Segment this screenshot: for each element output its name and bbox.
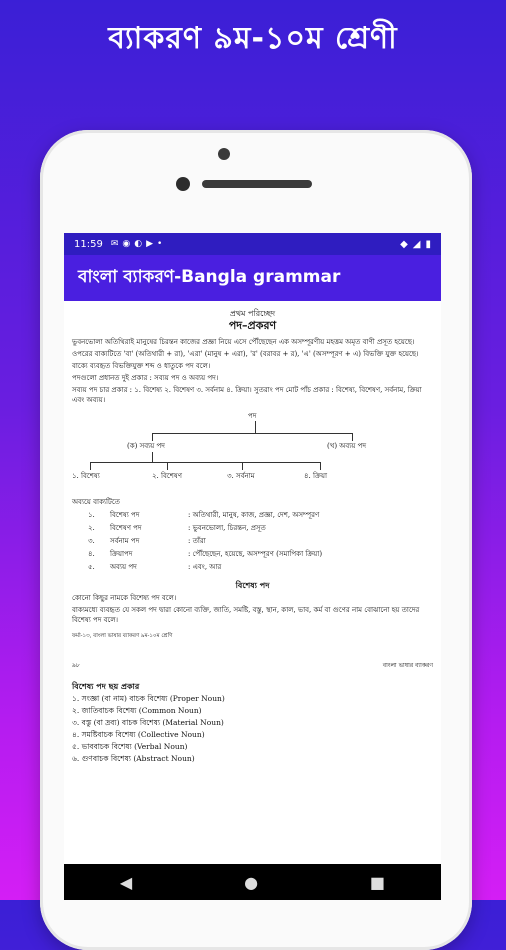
paragraph: ভুবনভোলা অতিথিরাই মানুষের চিরন্তন কাজের প্রজ্ঞা নিয়ে এসে পৌঁছেছেন এক অসম্পূরণীয় মহত্তম অমৃত বাণী প্রসূত হয়েছে।	[72, 338, 415, 346]
paragraph: ওপরের বাক্যটিতে 'বা' (অতিথারী + রা), 'এরা' (মানুষ + এরা), 'র' (বরাবর + র), 'এ' (অসম্পূরণ + এ) বিভক্তি যুক্ত হয়েছে।	[72, 350, 419, 358]
noun-definition: কোনো কিছুর নামকে বিশেষ্য পদ বলে।	[72, 594, 177, 602]
types-heading: বিশেষ্য পদ ছয় প্রকার	[72, 681, 140, 691]
p-icon: ◉	[122, 239, 131, 249]
paragraph: পদগুলো প্রধানত দুই প্রকার : সব্যয় পদ ও অব্যয় পদ।	[72, 374, 219, 382]
tree-leaf: ৩. সর্বনাম	[227, 472, 255, 480]
list-item: ৩. বস্তু (বা দ্রব্য) বাচক বিশেষ্য (Material Noun)	[72, 718, 224, 727]
signal-icon: ◢	[412, 238, 421, 250]
examples-label: অব্যয়ে বাক্যটিতে	[72, 498, 120, 506]
example-num: ৩.	[88, 537, 95, 545]
running-title: বাংলা ভাষার ব্যাকরণ	[382, 662, 433, 669]
page-number: ৯৮	[72, 662, 80, 669]
app-bar	[64, 255, 441, 301]
battery-icon: ▮	[425, 238, 431, 250]
section-heading: পদ–প্রকরণ	[228, 319, 277, 332]
list-item: ৫. ভাববাচক বিশেষ্য (Verbal Noun)	[72, 742, 188, 751]
document-page[interactable]	[64, 301, 441, 764]
list-item: ৪. সমষ্টিবাচক বিশেষ্য (Collective Noun)	[72, 730, 205, 739]
example-words: : এবং, আর	[188, 563, 222, 571]
proximity-sensor	[218, 148, 230, 160]
promo-title: ব্যাকরণ ৯ম-১০ম শ্রেণী	[108, 21, 398, 56]
example-num: ১.	[88, 511, 95, 519]
phone-screen	[64, 233, 441, 900]
status-time: 11:59	[74, 238, 103, 250]
wifi-icon: ◆	[400, 238, 408, 250]
earpiece-speaker	[202, 180, 312, 188]
status-bar	[64, 233, 441, 255]
list-item: ২. জাতিবাচক বিশেষ্য (Common Noun)	[72, 706, 202, 715]
home-icon[interactable]: ●	[244, 872, 259, 892]
example-type: অব্যয় পদ	[110, 563, 137, 571]
app-title: বাংলা ব্যাকরণ-Bangla grammar	[78, 267, 341, 287]
list-item: ৬. গুণবাচক বিশেষ্য (Abstract Noun)	[72, 754, 195, 763]
example-num: ২.	[88, 524, 95, 532]
example-words: : তাঁরা	[188, 537, 206, 545]
page-footnote: ফর্মা-১৩, বাংলা ভাষার ব্যাকরণ ৯ম-১০ম শ্রেণি	[72, 633, 173, 639]
tree-leaf: ৪. ক্রিয়া	[304, 472, 328, 480]
paragraph: বাক্যে ব্যবহৃত বিভক্তিযুক্ত শব্দ ও ধাতুকে পদ বলে।	[72, 362, 211, 370]
example-words: : ভুবনভোলা, চিরন্তন, প্রসূত	[188, 524, 266, 532]
recent-apps-icon[interactable]: ■	[369, 872, 386, 892]
example-num: ৫.	[88, 563, 95, 571]
example-type: সর্বনাম পদ	[110, 537, 140, 545]
page-header	[72, 661, 433, 671]
dot-icon: •	[157, 239, 163, 249]
m-icon: ✉	[110, 239, 119, 249]
noun-heading: বিশেষ্য পদ	[235, 580, 270, 590]
front-camera	[176, 177, 190, 191]
noun-paragraph: বাক্যমধ্যে ব্যবহৃত যে সকল পদ দ্বারা কোনো ব্যক্তি, জাতি, সমষ্টি, বস্তু, স্থান, কাল, ভাব, কর্ম বা গুণের নাম বোঝানো হয় তাদের বিশেষ্য পদ বলে।	[72, 606, 420, 624]
parts-of-speech-tree	[72, 411, 433, 493]
tree-root: পদ	[248, 412, 257, 420]
paragraph: সব্যয় পদ চার প্রকার : ১. বিশেষ্য ২. বিশেষণ ৩. সর্বনাম ৪. ক্রিয়া। সুতরাং পদ মোট পাঁচ প্রকার : বিশেষ্য, বিশেষণ, সর্বনাম, ক্রিয়া এবং অব্যয়।	[72, 386, 422, 404]
example-type: বিশেষণ পদ	[110, 524, 142, 532]
navigation-bar	[64, 864, 441, 900]
tree-right: (খ) অব্যয় পদ	[327, 442, 367, 450]
example-type: ক্রিয়াপদ	[110, 550, 133, 558]
example-num: ৪.	[88, 550, 95, 558]
tree-leaf: ১. বিশেষ্য	[72, 472, 100, 480]
back-icon[interactable]: ◀	[119, 872, 133, 892]
example-words: : অতিথারী, মানুষ, কাজ, প্রজ্ঞা, দেশ, অসম্পূরণ	[188, 511, 320, 519]
noun-types-list	[72, 681, 433, 764]
examples-table	[88, 510, 433, 572]
yt-icon: ▶	[146, 239, 154, 249]
g-icon: ◐	[134, 239, 143, 249]
tree-leaf: ২. বিশেষণ	[152, 472, 182, 480]
tree-left: (ক) সব্যয় পদ	[127, 442, 165, 450]
example-type: বিশেষ্য পদ	[110, 511, 140, 519]
chapter-label: প্রথম পরিচ্ছেদ	[229, 309, 276, 318]
list-item: ১. সংজ্ঞা (বা নাম) বাচক বিশেষ্য (Proper Noun)	[72, 694, 225, 703]
example-words: : পৌঁছেছেন, হয়েছে, অসম্পূরণ (সমাপিকা ক্রিয়া)	[188, 550, 323, 558]
